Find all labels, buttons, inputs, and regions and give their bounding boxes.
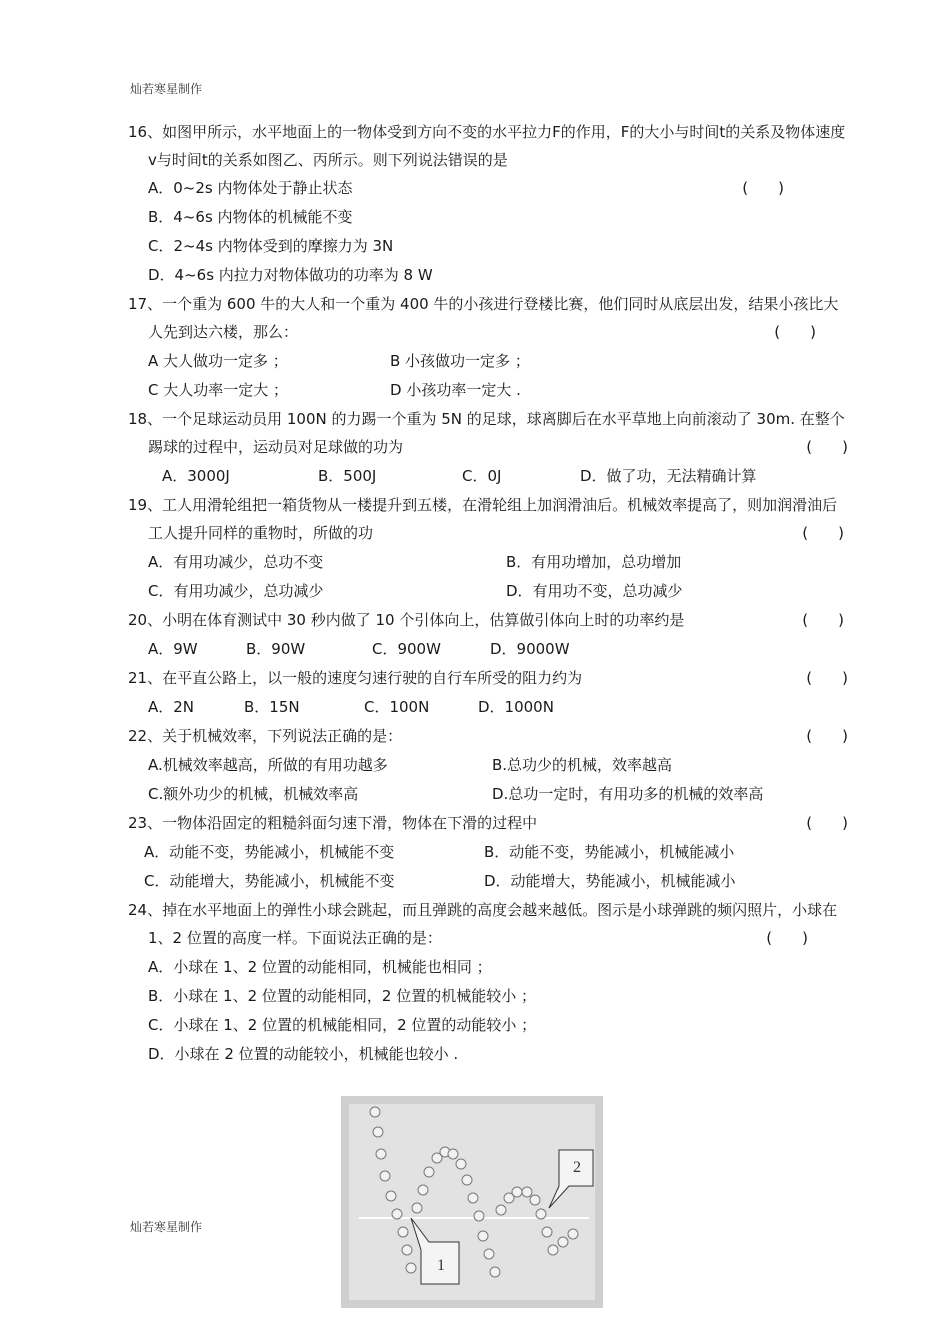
callout-2-label: 2 bbox=[573, 1159, 581, 1176]
answer-blank[interactable]: ( ) bbox=[806, 669, 848, 687]
question-24 bbox=[128, 896, 848, 1069]
option-row: A．2N B．15N C．100N D．1000N bbox=[148, 698, 554, 716]
answer-row bbox=[128, 318, 848, 347]
question-list bbox=[128, 118, 848, 1069]
option-b: B．4~6s 内物体的机械能不变 bbox=[148, 208, 353, 226]
question-18 bbox=[128, 405, 848, 491]
question-stem: 21、在平直公路上，以一般的速度匀速行驶的自行车所受的阻力约为 ( ) bbox=[128, 664, 848, 693]
question-stem: 20、小明在体育测试中 30 秒内做了 10 个引体向上，估算做引体向上时的功率约是 ( ) bbox=[128, 606, 848, 635]
answer-blank[interactable]: ( ) bbox=[806, 438, 848, 456]
option-c: C．小球在 1、2 位置的机械能相同，2 位置的动能较小 ； bbox=[148, 1016, 537, 1034]
answer-blank[interactable]: ( ) bbox=[802, 611, 844, 629]
question-stem: 17、一个重为 600 牛的大人和一个重为 400 牛的小孩进行登楼比赛，他们同时从底层出发，结果小孩比大人先到达六楼，那么： bbox=[128, 295, 839, 341]
page-footer: 灿若寒星制作 bbox=[130, 1220, 203, 1234]
question-stem: 18、一个足球运动员用 100N 的力踢一个重为 5N 的足球，球离脚后在水平草地上向前滚动了 30m. 在整个踢球的过程中，运动员对足球做的功为 bbox=[128, 410, 845, 456]
answer-blank[interactable]: ( ) bbox=[742, 179, 784, 197]
question-stem: 23、一物体沿固定的粗糙斜面匀速下滑，物体在下滑的过程中 ( ) bbox=[128, 809, 848, 838]
option-a: A．小球在 1、2 位置的动能相同，机械能也相同 ； bbox=[148, 958, 492, 976]
option-row-1: A.机械效率越高，所做的有用功越多 B.总功少的机械，效率越高 bbox=[148, 756, 673, 774]
answer-row bbox=[128, 924, 848, 953]
question-stem: 16、如图甲所示，水平地面上的一物体受到方向不变的水平拉力F的作用，F的大小与时间t的关系及物体速度v与时间t的关系如图乙、丙所示。则下列说法错误的是 bbox=[128, 123, 846, 169]
option-row-1: A．有用功减少，总功不变 B．有用功增加，总功增加 bbox=[148, 553, 682, 571]
answer-row bbox=[128, 433, 848, 462]
question-20 bbox=[128, 606, 848, 664]
question-stem: 19、工人用滑轮组把一箱货物从一楼提升到五楼，在滑轮组上加润滑油后。机械效率提高了，则加润滑油后工人提升同样的重物时，所做的功 bbox=[128, 496, 838, 542]
question-21 bbox=[128, 664, 848, 722]
option-a: A．0~2s 内物体处于静止状态 ( ) bbox=[128, 174, 848, 203]
answer-row bbox=[128, 519, 848, 548]
answer-blank[interactable]: ( ) bbox=[806, 814, 848, 832]
option-d: D．4~6s 内拉力对物体做功的功率为 8 W bbox=[148, 266, 433, 284]
option-row-2: C．有用功减少，总功减少 D．有用功不变，总功减少 bbox=[148, 582, 683, 600]
option-row-2: C.额外功少的机械，机械效率高 D.总功一定时，有用功多的机械的效率高 bbox=[148, 785, 764, 803]
question-19 bbox=[128, 491, 848, 606]
option-c: C．2~4s 内物体受到的摩擦力为 3N bbox=[148, 237, 394, 255]
bouncing-ball-photo bbox=[341, 1096, 603, 1308]
question-22 bbox=[128, 722, 848, 809]
answer-blank[interactable]: ( ) bbox=[802, 524, 844, 542]
option-row-2: C．动能增大，势能减小，机械能不变 D．动能增大，势能减小，机械能减小 bbox=[144, 872, 736, 890]
question-23 bbox=[128, 809, 848, 896]
question-stem: 22、关于机械效率，下列说法正确的是： ( ) bbox=[128, 722, 848, 751]
option-d: D．小球在 2 位置的动能较小，机械能也较小 . bbox=[148, 1045, 459, 1063]
option-row: A．9W B．90W C．900W D．9000W bbox=[148, 640, 570, 658]
answer-blank[interactable]: ( ) bbox=[806, 727, 848, 745]
callout-1-label: 1 bbox=[437, 1257, 445, 1274]
option-row-2: C 大人功率一定大 ； D 小孩功率一定大 . bbox=[148, 381, 521, 399]
option-row-1: A 大人做功一定多 ； B 小孩做功一定多 ； bbox=[148, 352, 530, 370]
option-row: A．3000J B．500J C．0J D．做了功，无法精确计算 bbox=[162, 467, 757, 485]
answer-blank[interactable]: ( ) bbox=[766, 929, 808, 947]
question-17 bbox=[128, 290, 848, 405]
option-b: B．小球在 1、2 位置的动能相同，2 位置的机械能较小 ； bbox=[148, 987, 536, 1005]
option-row-1: A．动能不变，势能减小，机械能不变 B．动能不变，势能减小，机械能减小 bbox=[144, 843, 735, 861]
question-16 bbox=[128, 118, 848, 290]
answer-blank[interactable]: ( ) bbox=[774, 323, 816, 341]
page-header: 灿若寒星制作 bbox=[130, 82, 203, 96]
question-stem: 24、掉在水平地面上的弹性小球会跳起，而且弹跳的高度会越来越低。图示是小球弹跳的频闪照片，小球在 1、2 位置的高度一样。下面说法正确的是： bbox=[128, 901, 838, 947]
